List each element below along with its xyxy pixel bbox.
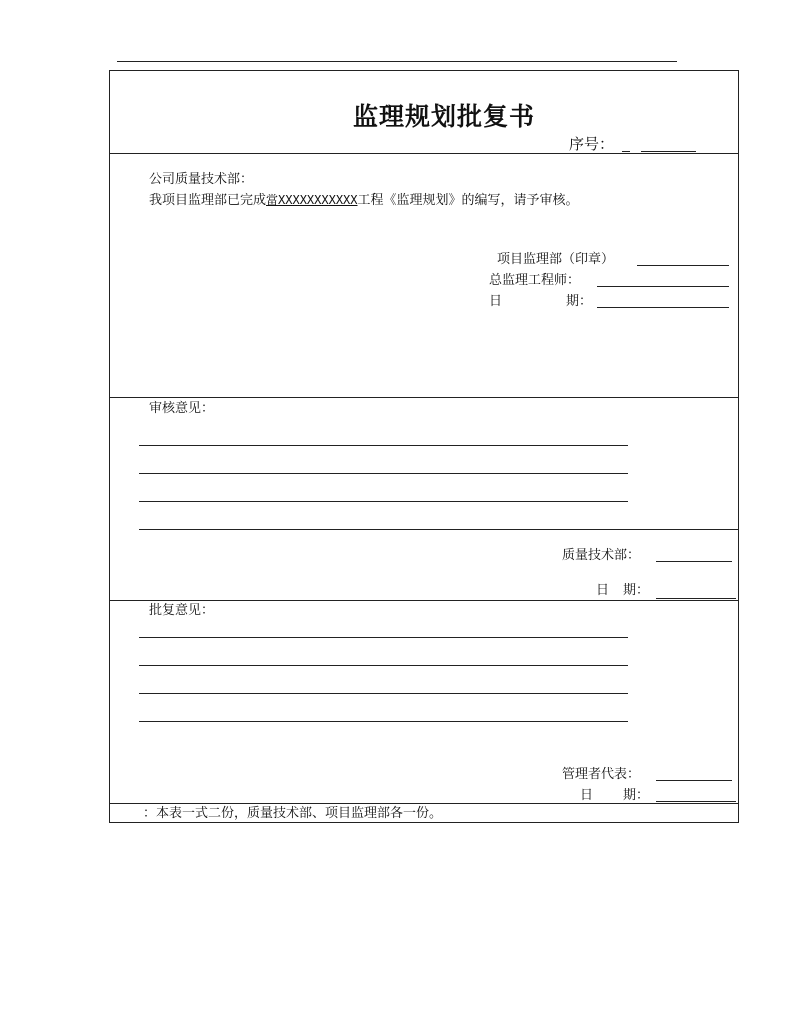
submission-body-suffix: 工程《监理规划》的编写，请予审核。	[357, 193, 579, 208]
form-title: 监理规划批复书	[353, 102, 536, 131]
approval-date-label-left: 日	[580, 788, 594, 803]
approval-rep-field[interactable]	[656, 780, 732, 781]
review-date-label-left: 日	[596, 583, 610, 598]
review-line-1[interactable]	[139, 445, 628, 446]
table-border-top	[109, 70, 739, 71]
table-border-right	[738, 70, 739, 823]
approval-line-4[interactable]	[139, 721, 628, 722]
approval-rep-label: 管理者代表：	[562, 767, 641, 782]
addressee: 公司质量技术部：	[149, 172, 254, 187]
table-border-bottom	[109, 822, 739, 823]
review-line-2[interactable]	[139, 473, 628, 474]
approval-date-label-right: 期：	[623, 788, 650, 803]
review-date-label-right: 期：	[623, 583, 650, 598]
approval-label: 批复意见：	[149, 603, 215, 618]
review-label: 审核意见：	[149, 401, 215, 416]
review-line-3[interactable]	[139, 501, 628, 502]
submission-date-label-right: 期：	[566, 294, 593, 309]
project-name: 當XXXXXXXXXXX	[266, 193, 358, 207]
divider-review-mid	[139, 529, 739, 530]
serial-field-line[interactable]	[641, 151, 696, 152]
approval-line-1[interactable]	[139, 637, 628, 638]
approval-line-3[interactable]	[139, 693, 628, 694]
review-date-field[interactable]	[656, 598, 736, 599]
review-dept-label: 质量技术部：	[562, 548, 641, 563]
table-border-left	[109, 70, 110, 823]
submission-body	[149, 192, 579, 209]
chief-engineer-field[interactable]	[597, 286, 729, 287]
submission-body-prefix: 我项目监理部已完成	[149, 193, 267, 208]
serial-label: 序号：	[569, 135, 615, 153]
review-dept-field[interactable]	[656, 561, 732, 562]
divider-title	[109, 153, 739, 154]
header-rule	[117, 61, 677, 62]
seal-label: 项目监理部（印章）	[497, 252, 615, 267]
seal-field[interactable]	[637, 265, 729, 266]
footer-note: ：本表一式二份，质量技术部、项目监理部各一份。	[143, 806, 443, 821]
approval-line-2[interactable]	[139, 665, 628, 666]
approval-date-field[interactable]	[656, 801, 736, 802]
divider-review	[109, 600, 739, 601]
submission-date-label-left: 日	[489, 294, 503, 309]
serial-field[interactable]	[622, 151, 630, 152]
divider-submission	[109, 397, 739, 398]
chief-engineer-label: 总监理工程师：	[489, 273, 581, 288]
submission-date-field[interactable]	[597, 307, 729, 308]
